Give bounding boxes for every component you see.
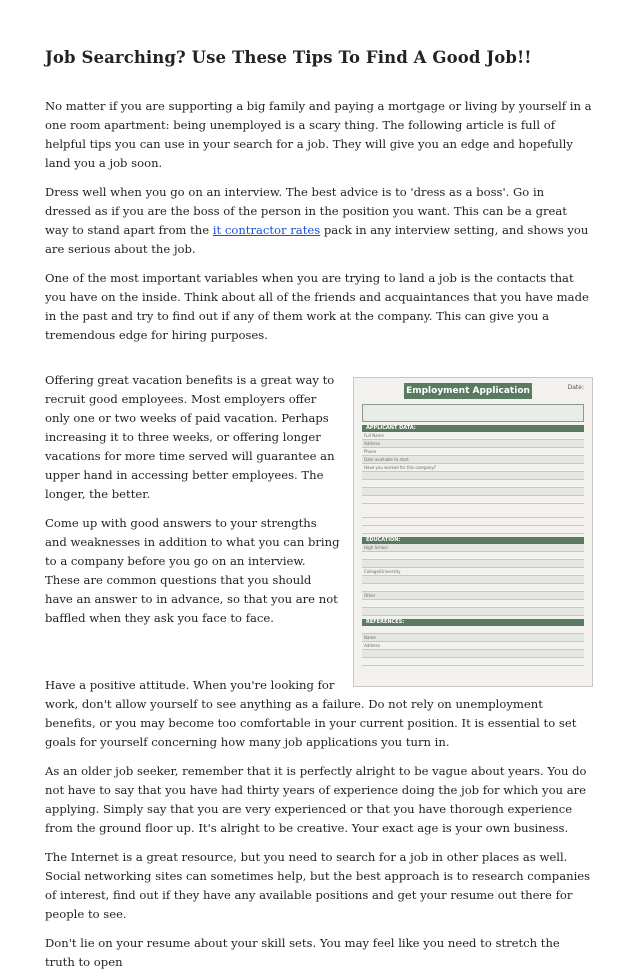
form-row: [362, 626, 584, 634]
form-row: [362, 658, 584, 666]
form-row: [362, 560, 584, 568]
form-row: College/University: [362, 568, 584, 576]
form-row: Address: [362, 440, 584, 448]
form-row: [362, 472, 584, 480]
section-education-bar: EDUCATION:: [362, 537, 584, 544]
form-row: Name: [362, 634, 584, 642]
paragraph-dress: [45, 183, 593, 259]
form-row: [362, 600, 584, 608]
form-row: [362, 552, 584, 560]
paragraph-dress-text-1: Dress well when you go on an interview. The best advice is to 'dress as a boss'. Go in dressed as if you are the boss of the person in the position you want. This can be a great way to stand apart from the: [45, 185, 567, 237]
form-row: [362, 526, 584, 534]
contractor-rates-link[interactable]: it contractor rates: [212, 223, 321, 237]
section-references-bar: REFERENCES:: [362, 619, 584, 626]
form-row: [362, 488, 584, 496]
form-row: Address: [362, 642, 584, 650]
form-row: High School: [362, 544, 584, 552]
paragraph-attitude: Have a positive attitude. When you're looking for work, don't allow yourself to see anything as a failure. Do not rely on unemployment benefits, or you may become too comfortable in your current position. It is essential to set goals for yourself concerning how many job applications you turn in.: [45, 678, 577, 749]
paragraph-vacation: Offering great vacation benefits is a great way to recruit good employees. Most employers offer only one or two weeks of paid vacation. Perhaps increasing it to three weeks, or offering longer vacations for more time served will guarantee an upper hand in accessing better employees. The longer, the better.: [45, 373, 335, 501]
application-heading: Employment Application: [404, 383, 532, 399]
section-applicant-bar: APPLICANT DATA:: [362, 425, 584, 432]
form-row: Have you worked for this company?: [362, 464, 584, 472]
form-row: [362, 584, 584, 592]
paragraph-resume: Don't lie on your resume about your skill sets. You may feel like you need to stretch the truth to open: [45, 936, 560, 969]
employment-application-image: [353, 377, 593, 687]
application-date-label: Date:: [567, 384, 584, 391]
form-row: Full Name: [362, 432, 584, 440]
form-row: [362, 518, 584, 526]
application-note-box: [362, 404, 584, 422]
form-row: [362, 510, 584, 518]
form-row: Date available to start: [362, 456, 584, 464]
paragraph-older-seeker: As an older job seeker, remember that it is perfectly alright to be vague about years. You do not have to say that you have had thirty years of experience doing the job for which you are applying. Simply say that you are very experienced or that you have thorough experience from the ground floor up. It's alright to be creative. Your exact age is your own business.: [45, 764, 587, 835]
form-row: [362, 480, 584, 488]
form-row: [362, 576, 584, 584]
paragraph-dress-text-2: pack in any interview setting, and shows you are serious about the job.: [45, 223, 589, 256]
form-row: [362, 650, 584, 658]
page-title: Job Searching? Use These Tips To Find A Good Job!!: [45, 48, 532, 67]
paragraph-contacts: One of the most important variables when you are trying to land a job is the contacts that you have on the inside. Think about all of the friends and acquaintances that you have made in the past and try to find out if any of them work at the company. This can give you a tremendous edge for hiring purposes.: [45, 271, 589, 342]
paragraph-intro: No matter if you are supporting a big family and paying a mortgage or living by yourself in a one room apartment: being unemployed is a scary thing. The following article is full of helpful tips you can use in your search for a job. They will give you an edge and hopefully land you a job soon.: [45, 99, 592, 170]
paragraph-strengths: Come up with good answers to your strengths and weaknesses in addition to what you can bring to a company before you go on an interview. These are common questions that you should have an answer to in advance, so that you are not baffled when they ask you face to face.: [45, 516, 340, 625]
paragraph-internet: The Internet is a great resource, but you need to search for a job in other places as well. Social networking sites can sometimes help, but the best approach is to research companies of interest, find out if they have any available positions and get your resume out there for people to see.: [45, 850, 591, 921]
form-row: [362, 608, 584, 616]
form-row: Phone: [362, 448, 584, 456]
form-row: [362, 496, 584, 504]
form-row: Other: [362, 592, 584, 600]
